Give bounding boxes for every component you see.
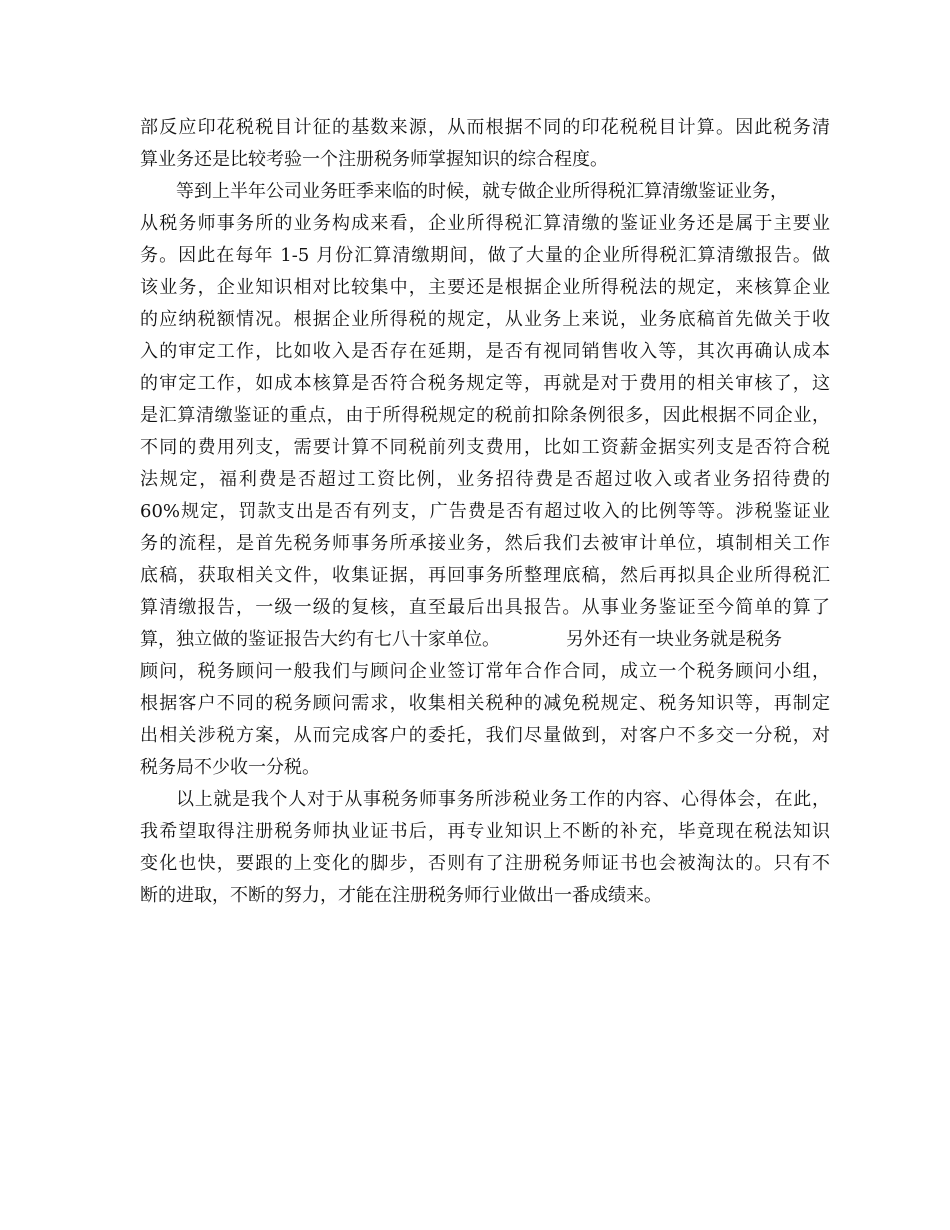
text-line: 出相关涉税方案，从而完成客户的委托，我们尽量做到，对客户不多交一分税，对	[140, 725, 830, 746]
text-line-split	[140, 624, 830, 656]
text-line: 根据客户不同的税务顾问需求，收集相关税种的减免税规定、税务知识等，再制定	[140, 693, 830, 714]
text-line: 变化也快，要跟的上变化的脚步，否则有了注册税务师证书也会被淘汰的。只有不	[140, 853, 830, 874]
text-line: 底稿，获取相关文件，收集证据，再回事务所整理底稿，然后再拟具企业所得税汇	[140, 565, 830, 586]
text-line: 务。因此在每年 1-5 月份汇算清缴期间，做了大量的企业所得税汇算清缴报告。做	[140, 245, 830, 266]
text-line: 60%规定，罚款支出是否有列支，广告费是否有超过收入的比例等等。涉税鉴证业	[140, 501, 830, 522]
text-segment: 算，独立做的鉴证报告大约有七八十家单位。	[140, 629, 500, 650]
text-line: 税务局不少收一分税。	[140, 757, 320, 778]
text-line: 以上就是我个人对于从事税务师事务所涉税业务工作的内容、心得体会，在此，	[176, 789, 830, 810]
text-line: 部反应印花税税目计征的基数来源，从而根据不同的印花税税目计算。因此税务清	[140, 117, 830, 138]
text-line: 从税务师事务所的业务构成来看，企业所得税汇算清缴的鉴证业务还是属于主要业	[140, 213, 830, 234]
text-line: 的应纳税额情况。根据企业所得税的规定，从业务上来说，业务底稿首先做关于收	[140, 309, 830, 330]
text-line: 我希望取得注册税务师执业证书后，再专业知识上不断的补充，毕竟现在税法知识	[140, 821, 830, 842]
text-line: 算业务还是比较考验一个注册税务师掌握知识的综合程度。	[140, 149, 608, 170]
document-body	[140, 112, 830, 912]
text-line: 算清缴报告，一级一级的复核，直至最后出具报告。从事业务鉴证至今简单的算了	[140, 597, 830, 618]
text-line: 等到上半年公司业务旺季来临的时候，就专做企业所得税汇算清缴鉴证业务，	[176, 181, 788, 202]
text-line: 入的审定工作，比如收入是否存在延期，是否有视同销售收入等，其次再确认成本	[140, 341, 830, 362]
text-line: 该业务，企业知识相对比较集中，主要还是根据企业所得税法的规定，来核算企业	[140, 277, 830, 298]
text-line: 的审定工作，如成本核算是否符合税务规定等，再就是对于费用的相关审核了，这	[140, 373, 830, 394]
text-line: 是汇算清缴鉴证的重点，由于所得税规定的税前扣除条例很多，因此根据不同企业，	[140, 405, 830, 426]
text-line: 法规定，福利费是否超过工资比例，业务招待费是否超过收入或者业务招待费的	[140, 469, 830, 490]
text-line: 务的流程，是首先税务师事务所承接业务，然后我们去被审计单位，填制相关工作	[140, 533, 830, 554]
text-line: 断的进取，不断的努力，才能在注册税务师行业做出一番成绩来。	[140, 885, 662, 906]
text-segment: 另外还有一块业务就是税务	[566, 629, 782, 650]
text-line: 不同的费用列支，需要计算不同税前列支费用，比如工资薪金据实列支是否符合税	[140, 437, 830, 458]
text-line: 顾问，税务顾问一般我们与顾问企业签订常年合作合同，成立一个税务顾问小组，	[140, 661, 830, 682]
